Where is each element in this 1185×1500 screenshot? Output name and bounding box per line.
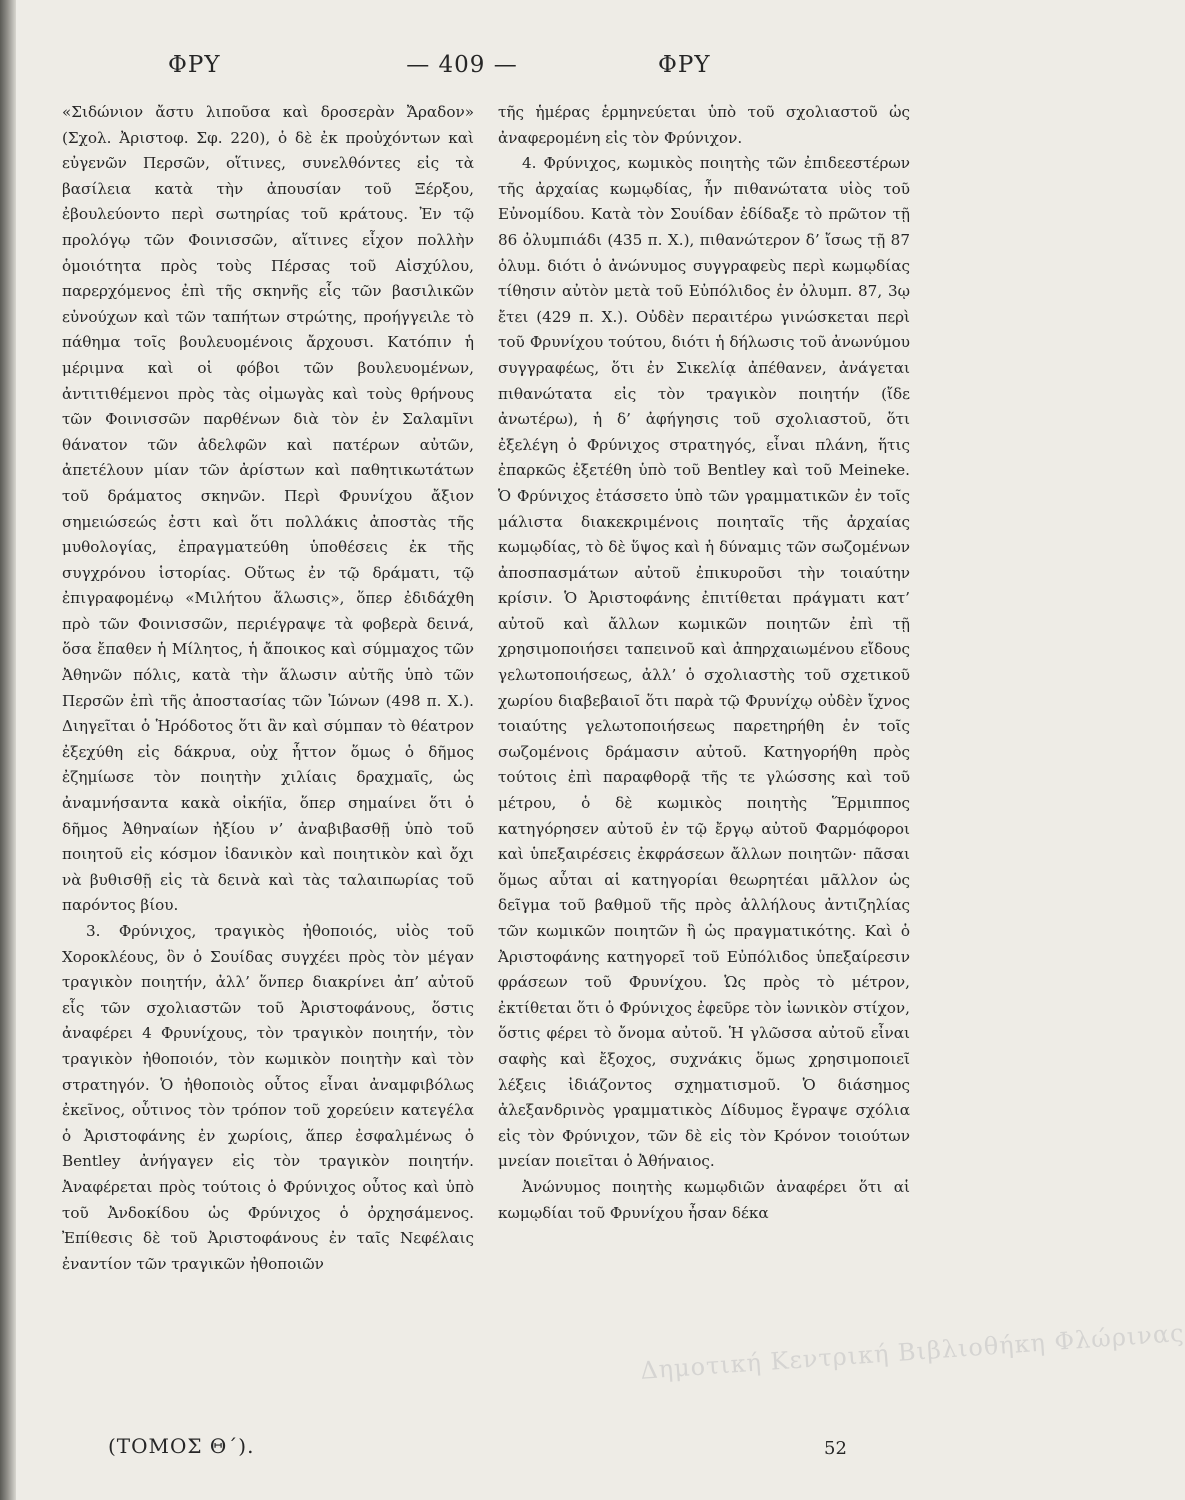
library-watermark: Δημοτική Κεντρική Βιβλιοθήκη Φλώρινας [639,1318,1185,1385]
signature-mark: 52 [824,1438,847,1459]
paragraph: 4. Φρύνιχος, κωμικὸς ποιητὴς τῶν ἐπιδεεστέρων τῆς ἀρχαίας κωμῳδίας, ἦν πιθανώτατα υἱὸς τοῦ Εὐνομίδου. Κατὰ τὸν Σουίδαν ἐδίδαξε τὸ πρῶτον τῇ 86 ὀλυμπιάδι (435 π. Χ.), πιθανώτερον δ’ ἴσως τῇ 87 ὀλυμ. διότι ὁ ἀνώνυμος συγγραφεὺς περὶ κωμῳδίας τίθησιν αὐτὸν μετὰ τοῦ Εὐπόλιδος ἐν ὀλυμπ. 87, 3ῳ ἔτει (429 π. Χ.). Οὐδὲν περαιτέρω γινώσκεται περὶ τοῦ Φρυνίχου τούτου, διότι ἡ δήλωσις τοῦ ἀνωνύμου συγγραφέως, ὅτι ἐν Σικελίᾳ ἀπέθανεν, ἀνάγεται πιθανώτατα εἰς τὸν τραγικὸν ποιητήν (ἴδε ἀνωτέρω), ἡ δ’ ἀφήγησις τοῦ σχολιαστοῦ, ὅτι ἐξελέγη ὁ Φρύνιχος στρατηγός, εἶναι πλάνη, ἥτις ἐπαρκῶς ἐξετέθη ὑπὸ τοῦ Bentley καὶ τοῦ Meineke. Ὁ Φρύνιχος ἐτάσσετο ὑπὸ τῶν γραμματικῶν ἐν τοῖς μάλιστα διακεκριμένοις ποιηταῖς τῆς ἀρχαίας κωμῳδίας, τὸ δὲ ὕψος καὶ ἡ δύναμις τῶν σωζομένων ἀποσπασμάτων αὐτοῦ ἐπικυροῦσι τὴν τοιαύτην κρίσιν. Ὁ Ἀριστοφάνης ἐπιτίθεται πράγματι κατ’ αὐτοῦ καὶ ἄλλων κωμικῶν ποιητῶν ἐπὶ τῇ χρησιμοποιήσει ταπεινοῦ καὶ ἀπηρχαιωμένου εἴδους γελωτοποιήσεως, ἀλλ’ ὁ σχολιαστὴς τοῦ σχετικοῦ χωρίου διαβεβαιοῖ ὅτι παρὰ τῷ Φρυνίχῳ οὐδὲν ἴχνος τοιαύτης γελωτοποιήσεως παρετηρήθη ἐν τοῖς σωζομένοις δράμασιν αὐτοῦ. Κατηγορήθη πρὸς τούτοις ἐπὶ παραφθορᾷ τῆς τε γλώσσης καὶ τοῦ μέτρου, ὁ δὲ κωμικὸς ποιητὴς Ἕρμιππος κατηγόρησεν αὐτοῦ ἐν τῷ ἔργῳ αὐτοῦ Φαρμόφοροι καὶ ὑπεξαιρέσεις ἐκφράσεων ἄλλων ποιητῶν· πᾶσαι ὅμως αὗται αἱ κατηγορίαι θεωρητέαι μᾶλλον ὡς δεῖγμα τοῦ βαθμοῦ τῆς πρὸς ἀλλήλους ἀντιζηλίας τῶν κωμικῶν ποιητῶν ἢ ὡς πραγματικότης. Καὶ ὁ Ἀριστοφάνης κατηγορεῖ τοῦ Εὐπόλιδος ὑπεξαίρεσιν φράσεων τοῦ Φρυνίχου. Ὡς πρὸς τὸ μέτρον, ἐκτίθεται ὅτι ὁ Φρύνιχος ἐφεῦρε τὸν ἰωνικὸν στίχον, ὅστις φέρει τὸ ὄνομα αὐτοῦ. Ἡ γλῶσσα αὐτοῦ εἶναι σαφὴς καὶ ἔξοχος, συχνάκις ὅμως χρησιμοποιεῖ λέξεις ἰδιάζοντος σχηματισμοῦ. Ὁ διάσημος ἀλεξανδρινὸς γραμματικὸς Δίδυμος ἔγραψε σχόλια εἰς τὸν Φρύνιχον, τῶν δὲ εἰς τὸν Κρόνον τοιούτων μνείαν ποιεῖται ὁ Ἀθήναιος. [498,154,910,1171]
paragraph: τῆς ἡμέρας ἑρμηνεύεται ὑπὸ τοῦ σχολιαστοῦ ὡς ἀναφερομένη εἰς τὸν Φρύνιχον. [498,103,910,147]
header-right-keyword: ΦΡΥ [658,52,711,78]
left-column [62,100,474,1277]
running-header [60,52,910,96]
page [60,0,960,1500]
paragraph: 3. Φρύνιχος, τραγικὸς ἠθοποιός, υἱὸς τοῦ Χορoκλέους, ὃν ὁ Σουίδας συγχέει πρὸς τὸν μέγαν τραγικὸν ποιητήν, ἀλλ’ ὅνπερ διακρίνει ἀπ’ αὐτοῦ εἷς τῶν σχολιαστῶν τοῦ Ἀριστοφάνους, ὅστις ἀναφέρει 4 Φρυνίχους, τὸν τραγικὸν ποιητήν, τὸν τραγικὸν ἠθοποιόν, τὸν κωμικὸν ποιητὴν καὶ τὸν στρατηγόν. Ὁ ἠθοποιὸς οὗτος εἶναι ἀναμφιβόλως ἐκεῖνος, οὗτινος τὸν τρόπον τοῦ χορεύειν κατεγέλα ὁ Ἀριστοφάνης ἐν χωρίοις, ἅπερ ἐσφαλμένως ὁ Bentley ἀνήγαγεν εἰς τὸν τραγικὸν ποιητήν. Ἀναφέρεται πρὸς τούτοις ὁ Φρύνιχος οὗτος καὶ ὑπὸ τοῦ Ἀνδοκίδου ὡς Φρύνιχος ὁ ὀρχησάμενος. Ἐπίθεσις δὲ τοῦ Ἀριστοφάνους ἐν ταῖς Νεφέλαις ἐναντίον τῶν τραγικῶν ἠθοποιῶν [62,922,474,1273]
page-number: — 409 — [406,52,518,78]
volume-label: (ΤΟΜΟΣ Θ΄). [108,1434,255,1458]
binding-edge [0,0,16,1500]
header-left-keyword: ΦΡΥ [168,52,221,78]
right-column [498,100,910,1226]
paragraph: «Σιδώνιον ἄστυ λιποῦσα καὶ δροσερὰν Ἄραδον» (Σχολ. Ἀριστοφ. Σφ. 220), ὁ δὲ ἐκ προὐχόντων καὶ εὐγενῶν Περσῶν, οἵτινες, συνελθόντες εἰς τὰ βασίλεια κατὰ τὴν ἀπουσίαν τοῦ Ξέρξου, ἐβουλεύοντο περὶ σωτηρίας τοῦ κράτους. Ἐν τῷ προλόγῳ τῶν Φοινισσῶν, αἵτινες εἶχον πολλὴν ὁμοιότητα πρὸς τοὺς Πέρσας τοῦ Αἰσχύλου, παρερχόμενος ἐπὶ τῆς σκηνῆς εἷς τῶν βασιλικῶν εὐνούχων καὶ τῶν ταπήτων στρώτης, προήγγειλε τὸ πάθημα τοῖς βουλευομένοις ἄρχουσι. Κατόπιν ἡ μέριμνα καὶ οἱ φόβοι τῶν βουλευομένων, ἀντιτιθέμενοι πρὸς τὰς οἰμωγὰς καὶ τοὺς θρήνους τῶν Φοινισσῶν παρθένων διὰ τὸν ἐν Σαλαμῖνι θάνατον τῶν ἀδελφῶν καὶ πατέρων αὐτῶν, ἀπετέλουν μίαν τῶν ἀρίστων καὶ παθητικωτάτων τοῦ δράματος σκηνῶν. Περὶ Φρυνίχου ἄξιον σημειώσεώς ἐστι καὶ ὅτι πολλάκις ἀποστὰς τῆς μυθολογίας, ἐπραγματεύθη ὑποθέσεις ἐκ τῆς συγχρόνου ἱστορίας. Οὕτως ἐν τῷ δράματι, τῷ ἐπιγραφομένῳ «Μιλήτου ἅλωσις», ὅπερ ἐδιδάχθη πρὸ τῶν Φοινισσῶν, περιέγραψε τὰ φοβερὰ δεινά, ὅσα ἔπαθεν ἡ Μίλητος, ἡ ἄποικος καὶ σύμμαχος τῶν Ἀθηνῶν πόλις, κατὰ τὴν ἅλωσιν αὐτῆς ὑπὸ τῶν Περσῶν ἐπὶ τῆς ἀποστασίας τῶν Ἰώνων (498 π. Χ.). Διηγεῖται ὁ Ἡρόδοτος ὅτι ἂν καὶ σύμπαν τὸ θέατρον ἐξεχύθη εἰς δάκρυα, οὐχ ἧττον ὅμως ὁ δῆμος ἐζημίωσε τὸν ποιητὴν χιλίαις δραχμαῖς, ὡς ἀναμνήσαντα κακὰ οἰκήϊα, ὅπερ σημαίνει ὅτι ὁ δῆμος Ἀθηναίων ἠξίου ν’ ἀναβιβασθῇ ὑπὸ τοῦ ποιητοῦ εἰς κόσμον ἰδανικὸν καὶ ποιητικὸν καὶ ὄχι νὰ βυθισθῇ εἰς τὰ δεινὰ καὶ τὰς ταλαιπωρίας τοῦ παρόντος βίου. [62,103,474,915]
paragraph: Ἀνώνυμος ποιητὴς κωμῳδιῶν ἀναφέρει ὅτι αἱ κωμῳδίαι τοῦ Φρυνίχου ἦσαν δέκα [498,1177,910,1222]
